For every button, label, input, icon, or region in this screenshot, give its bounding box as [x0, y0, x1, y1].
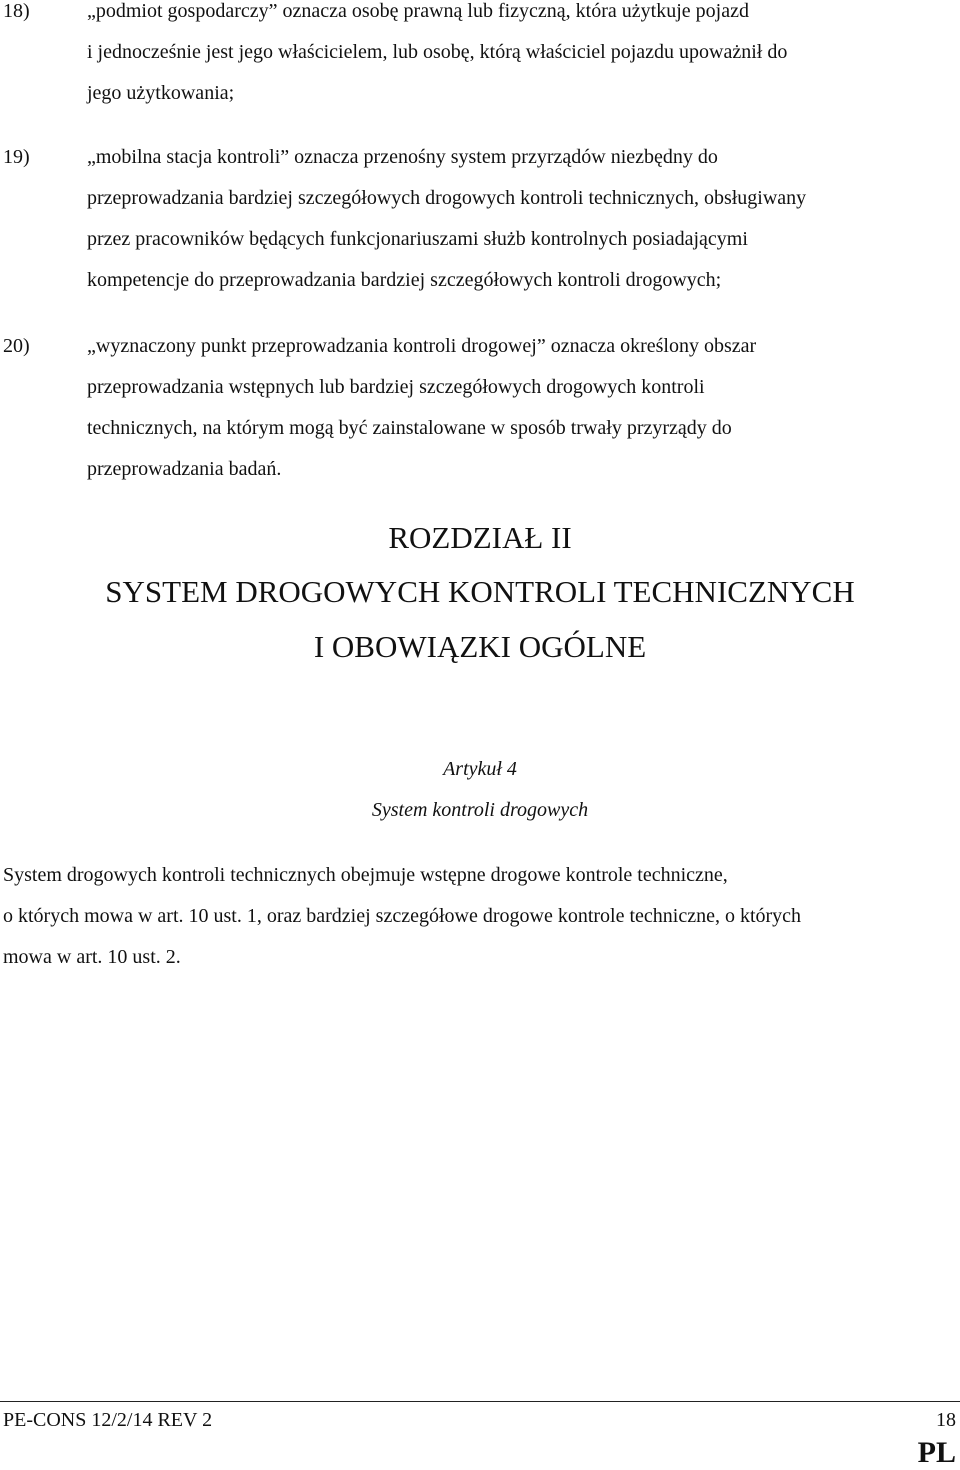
definition-text-line: technicznych, na którym mogą być zainstalowane w sposób trwały przyrządy do: [87, 417, 732, 439]
chapter-label: ROZDZIAŁ II: [388, 520, 572, 555]
chapter-title-line-2: I OBOWIĄZKI OGÓLNE: [313, 629, 647, 664]
article-body-line: mowa w art. 10 ust. 2.: [3, 946, 181, 968]
definition-text-line: jego użytkowania;: [87, 82, 235, 104]
article-body: [3, 855, 958, 978]
article-number: Artykuł 4: [443, 758, 517, 780]
definition-text-line: „wyznaczony punkt przeprowadzania kontroli drogowej” oznacza określony obszar: [87, 335, 757, 357]
definition-number: 20): [3, 335, 30, 357]
article-body-line: System drogowych kontroli technicznych obejmuje wstępne drogowe kontrole techniczne,: [3, 864, 728, 886]
definition-text-line: przez pracowników będących funkcjonariuszami służb kontrolnych posiadającymi: [87, 228, 748, 250]
document-reference: PE-CONS 12/2/14 REV 2: [3, 1409, 213, 1431]
article-body-line: o których mowa w art. 10 ust. 1, oraz bardziej szczegółowe drogowe kontrole techniczne, o których: [3, 905, 802, 927]
definition-text-line: i jednocześnie jest jego właścicielem, lub osobę, którą właściciel pojazdu upoważnił do: [87, 41, 788, 63]
definition-18: [3, 0, 953, 114]
definition-number: 18): [3, 0, 30, 22]
definition-number: 19): [3, 146, 30, 168]
article-title: System kontroli drogowych: [371, 799, 589, 821]
definition-text-line: „podmiot gospodarczy” oznacza osobę prawną lub fizyczną, która użytkuje pojazd: [87, 0, 749, 22]
definition-text-line: przeprowadzania badań.: [87, 458, 282, 480]
chapter-title-line-1: SYSTEM DROGOWYCH KONTROLI TECHNICZNYCH: [105, 574, 855, 609]
language-code: PL: [917, 1436, 956, 1469]
definition-19: [3, 137, 953, 301]
definition-text-line: przeprowadzania wstępnych lub bardziej szczegółowych drogowych kontroli: [87, 376, 705, 398]
footer-divider: [0, 1401, 960, 1402]
page-number: 18: [936, 1409, 956, 1431]
definition-text-line: „mobilna stacja kontroli” oznacza przenośny system przyrządów niezbędny do: [87, 146, 718, 168]
definition-20: [3, 326, 953, 490]
definition-text-line: przeprowadzania bardziej szczegółowych drogowych kontroli technicznych, obsługiwany: [87, 187, 807, 209]
definition-text-line: kompetencje do przeprowadzania bardziej szczegółowych kontroli drogowych;: [87, 269, 722, 291]
